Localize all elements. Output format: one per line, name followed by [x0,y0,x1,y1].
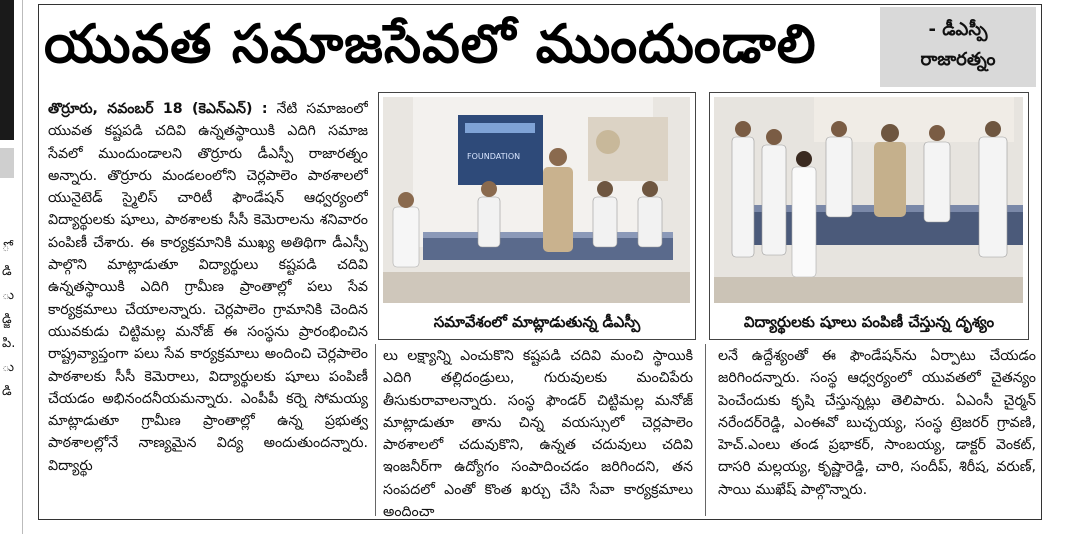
distribution-illustration [714,97,1023,303]
adjacent-column-strip [0,0,23,534]
margin-fragment: ు [2,360,15,375]
article-column-3 [718,345,1036,520]
photo-dsp-speaking [378,92,696,340]
meeting-illustration [383,97,690,303]
article-column-2 [383,345,693,520]
photo-caption-left: సమావేశంలో మాట్లాడుతున్న డీఎస్పీ [433,313,641,331]
article-headline: యువత సమాజసేవలో ముందుండాలి [44,14,817,75]
margin-fragment: పి. [2,336,16,351]
article-text-col2: లు లక్ష్యాన్ని ఎంచుకొని కష్టపడి చదివి మంచి స్థాయికి ఎదిగి తల్లిదండ్రులు, గురువులకు మంచిపేరు తీసుకురావాలన్నారు. సంస్థ ఫౌండర్ చిట్టిమల్ల మనోజ్ మాట్లాడుతూ తాను చిన్న వయస్సులో చెర్లపాలెం పాఠశాలలో చదువుకొని, ఉన్నత చదువులు చదివి ఇంజనీర్‌గా ఉద్యోగం సంపాదించడం జరిగిందని, తన సంపదలో ఎంతో కొంత ఖర్చు చేసి సేవా కార్యక్రమాలు అందించా [383,348,693,520]
byline-name: రాజారత్నం [920,49,996,70]
article-column-1 [48,98,368,518]
byline-role: - డీఎస్పీ [928,19,988,40]
margin-fragment: ో [2,240,10,255]
photo-shoes-distribution [709,92,1029,340]
margin-fragment: ు [2,288,15,303]
photo-image-meeting [383,97,690,303]
adjacent-column-shade [0,148,14,178]
article-text-col1: నేటి సమాజంలో యువత కష్టపడి చదివి ఉన్నతస్థాయికి ఎదిగి సమాజ సేవలో ముందుండాలని తొర్రూరు డీఎస్పీ రాజారత్నం అన్నారు. తొర్రూరు మండలంలోని చెర్లపాలెం పాఠశాలలో యునైటెడ్ స్మైలిస్ చారిటీ ఫౌండేషన్ ఆధ్వర్యంలో విద్యార్థులకు షూలు, పాఠశాలకు సీసీ కెమెరాలను శనివారం పంపిణీ చేశారు. ఈ కార్యక్రమానికి ముఖ్య అతిథిగా డీఎస్పీ పాల్గొని మాట్లాడుతూ విద్యార్థులు కష్టపడి చదివి ఉన్నతస్థాయికి ఎదిగి గ్రామీణ ప్రాంతాల్లో పలు సేవ కార్యక్రమాలు చేయాలన్నారు. చెర్లపాలెం గ్రామానికి చెందిన యువకుడు చిట్టిమల్ల మనోజ్ ఈ సంస్థను ప్రారంభించిన రాష్ట్రవ్యాప్తంగా పలు సేవ కార్యక్రమాలు అందించి చెర్లపాలెం పాఠశాలకు సీసీ కెమెరాలు, విద్యార్థులకు షూలు పంపిణీ చేయడం అభినందనీయమన్నారు. ఎంపీపీ కర్నె సోమయ్య మాట్లాడుతూ గ్రామీణ ప్రాంతాల్లో ఉన్న ప్రభుత్వ పాఠశాలల్లోనే నాణ్యమైన విద్య అందుతుందన్నారు. విద్యార్థు [48,101,368,474]
column-divider [705,344,706,516]
article-dateline: తొర్రూరు, నవంబర్ 18 (కెఎన్ఎన్) : [48,101,268,117]
banner-text: FOUNDATION [467,152,521,161]
photo-image-distribution [714,97,1023,303]
margin-fragment: డి [2,264,12,279]
margin-fragment: డ్జి [2,312,12,327]
byline-box [880,7,1036,87]
column-divider [375,344,376,516]
article-text-col3: లనే ఉద్దేశ్యంతో ఈ ఫౌండేషన్‌ను ఏర్పాటు చేయడం జరిగిందన్నారు. సంస్థ ఆధ్వర్యంలో యువతలో చైతన్యం పెంచేందుకు కృషి చేస్తున్నట్లు తెలిపారు. ఏఎంసీ చైర్మన్ నరేందర్‌రెడ్డి, ఎంఈవో బుచ్చయ్య, సంస్థ ట్రెజరర్ గ్రావణి, హెచ్.ఎంలు తండ ప్రభాకర్, సాంబయ్య, డాక్టర్ వెంకట్, దాసరి మల్లయ్య, కృష్ణారెడ్డి, చారి, సందీప్, శిరీష, వరుణ్, సాయి ముఖేష్ పాల్గొన్నారు. [718,348,1036,498]
adjacent-column-bar [0,0,14,140]
photo-caption-right: విద్యార్థులకు షూలు పంపిణీ చేస్తున్న దృశ్యం [743,313,995,331]
margin-fragment: డి [2,384,12,399]
